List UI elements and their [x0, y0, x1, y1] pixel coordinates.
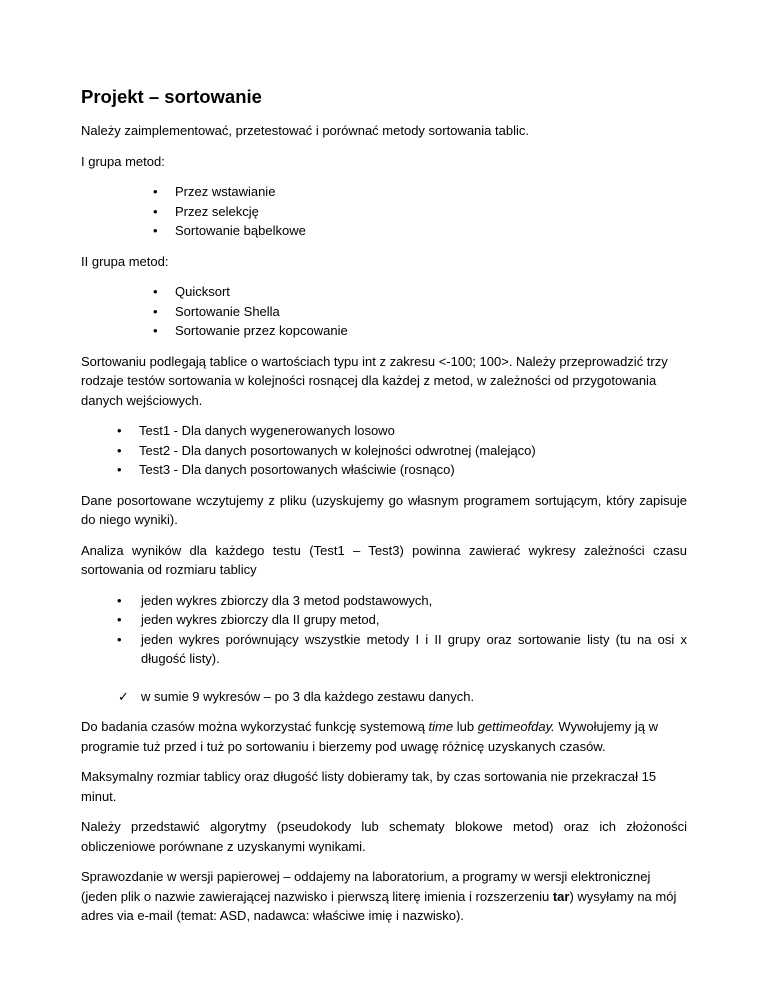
bullet-icon: • — [117, 423, 122, 438]
bullet-icon: • — [153, 284, 158, 299]
bullet-icon: • — [117, 612, 122, 627]
tests-list — [81, 421, 687, 480]
list-item — [81, 321, 687, 341]
gettimeofday-function: gettimeofday. — [477, 719, 555, 734]
bullet-icon: • — [153, 203, 158, 219]
timing-text: lub — [453, 719, 478, 734]
list-item-text: Quicksort — [175, 284, 230, 299]
group2-label: II grupa metod: — [81, 253, 169, 269]
list-item-text: Sortowanie Shella — [175, 303, 280, 319]
timing-text: Do badania czasów można wykorzystać funkcję systemową — [81, 719, 429, 734]
bullet-icon: • — [117, 631, 122, 647]
list-item — [81, 202, 687, 222]
tar-extension: tar — [552, 888, 570, 904]
summary-list — [81, 687, 687, 707]
list-item-text: Test3 - Dla danych posortowanych właściwie (rosnąco) — [139, 462, 455, 477]
bullet-icon: • — [117, 442, 122, 458]
list-item-text: Test1 - Dla danych wygenerowanych losowo — [139, 423, 395, 438]
list-item — [81, 460, 687, 480]
charts-list — [81, 591, 687, 669]
group1-label: I grupa metod: — [81, 153, 165, 169]
list-item — [81, 687, 687, 707]
document-content — [81, 84, 687, 937]
list-item — [81, 591, 687, 611]
bullet-icon: • — [153, 323, 158, 338]
list-item-text: Test2 - Dla danych posortowanych w kolejności odwrotnej (malejąco) — [139, 442, 536, 458]
analysis-paragraph: Analiza wyników dla każdego testu (Test1 – Test3) powinna zawierać wykresy zależności czasu sortowania od rozmiaru tablicy — [81, 542, 687, 577]
list-item-text: jeden wykres porównujący wszystkie metody I i II grupy oraz sortowanie listy (tu na osi x długość listy). — [141, 631, 687, 666]
list-item — [81, 421, 687, 441]
timing-paragraph — [81, 717, 687, 756]
list-item — [81, 282, 687, 302]
list-item-text: Przez wstawianie — [175, 184, 276, 199]
list-item — [81, 182, 687, 202]
list-item — [81, 302, 687, 322]
bullet-icon: • — [117, 592, 122, 608]
sorted-data-paragraph: Dane posortowane wczytujemy z pliku (uzyskujemy go własnym programem sortującym, który zapisuje do niego wyniki). — [81, 492, 687, 527]
max-size-paragraph: Maksymalny rozmiar tablicy oraz długość listy dobieramy tak, by czas sortowania nie przekraczał 15 minut. — [81, 769, 657, 804]
report-paragraph — [81, 867, 687, 926]
bullet-icon: • — [117, 462, 122, 477]
bullet-icon: • — [153, 184, 158, 199]
list-item-text: jeden wykres zbiorczy dla II grupy metod, — [141, 612, 380, 627]
group1-list — [81, 182, 687, 241]
bullet-icon: • — [153, 303, 158, 319]
list-item-text: Sortowanie przez kopcowanie — [175, 323, 348, 338]
list-item-text: Przez selekcję — [175, 203, 259, 219]
time-function: time — [428, 719, 454, 734]
timing-text: Wywołujemy ją w programie tuż przed i tuż po sortowaniu i bierzemy pod uwagę różnicę uzyskanych czasów. — [81, 719, 658, 754]
tests-intro-paragraph: Sortowaniu podlegają tablice o wartościach typu int z zakresu <-100; 100>. Należy przeprowadzić trzy rodzaje testów sortowania w kolejności rosnącej dla każdej z metod, w zależności od przygotowania danych wejściowych. — [81, 353, 668, 408]
list-item — [81, 221, 687, 241]
bullet-icon: • — [153, 223, 158, 238]
list-item-text: jeden wykres zbiorczy dla 3 metod podstawowych, — [141, 592, 433, 608]
report-text: ) wysyłamy na mój adres via e-mail (temat: ASD, nadawca: właściwe imię i nazwisko). — [81, 888, 677, 923]
page-title: Projekt – sortowanie — [81, 86, 262, 107]
list-item — [81, 610, 687, 630]
list-item — [81, 441, 687, 461]
group2-list — [81, 282, 687, 341]
algorithms-paragraph: Należy przedstawić algorytmy (pseudokody lub schematy blokowe metod) oraz ich złożoności obliczeniowe porównane z uzyskanymi wynikami. — [81, 819, 687, 854]
intro-paragraph: Należy zaimplementować, przetestować i porównać metody sortowania tablic. — [81, 123, 529, 138]
check-icon: ✓ — [118, 688, 129, 704]
report-text: Sprawozdanie w wersji papierowej – oddajemy na laboratorium, a programy w wersji elektronicznej (jeden plik o nazwie zawierającej nazwisko i pierwszą literę imienia i rozszerzeniu — [81, 869, 651, 904]
summary-text: w sumie 9 wykresów – po 3 dla każdego zestawu danych. — [141, 688, 475, 704]
list-item — [81, 630, 687, 669]
list-item-text: Sortowanie bąbelkowe — [175, 223, 306, 238]
